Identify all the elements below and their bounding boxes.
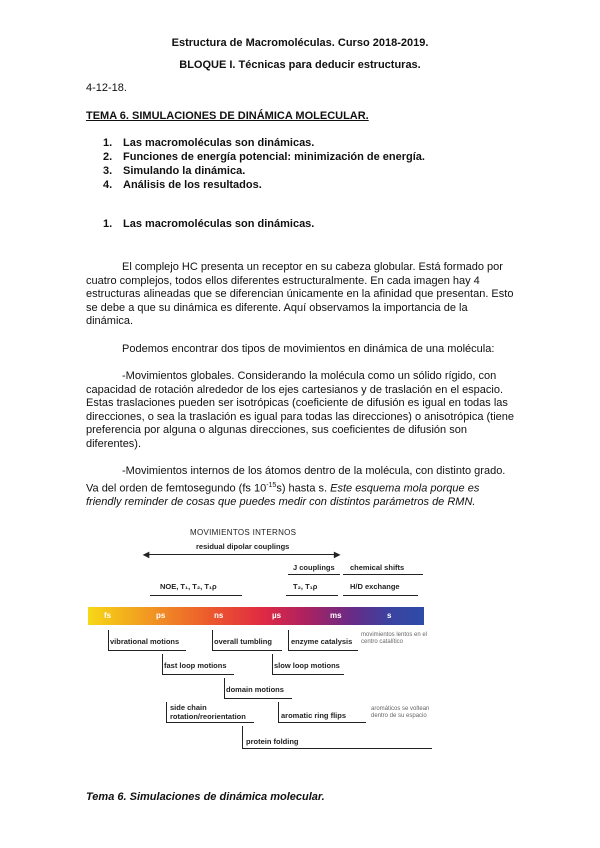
scale-ns: ns (214, 611, 224, 620)
doc-header-course: Estructura de Macromoléculas. Curso 2018-2019. (171, 37, 429, 49)
toc-item: 4. Análisis de los resultados. (103, 179, 262, 191)
vibrational-label: vibrational motions (110, 637, 180, 646)
enzyme-label: enzyme catalysis (291, 637, 353, 646)
rdc-arrow (148, 554, 338, 555)
scale-s: s (387, 611, 392, 620)
arrow-left-icon: ◀ (143, 550, 150, 559)
rdc-label: residual dipolar couplings (196, 542, 290, 551)
noe-label: NOE, T₁, T₂, T₁ρ (160, 582, 217, 591)
jcoupling-arrow (288, 574, 340, 575)
tumbling-label: overall tumbling (214, 637, 272, 646)
paragraph-complejo-hc: El complejo HC presenta un receptor en su cabeza globular. Está formado por cuatro complejos, todos ellos diferentes estructuralmente. En cada imagen hay 4 estructuras alineadas que se diferencian únicamente en la afinidad que presentan. Esto se debe a que su dinámica es diferente. Aquí observamos la importancia de la dinámica. (86, 261, 514, 327)
jcoupling-label: J couplings (293, 563, 335, 572)
folding-label: protein folding (246, 737, 299, 746)
aromatic-note: aromáticos se voltean dentro de su espacio (371, 706, 430, 719)
page-footer: Tema 6. Simulaciones de dinámica molecular. (86, 791, 325, 803)
scale-ms: ms (330, 611, 342, 620)
domain-label: domain motions (226, 685, 284, 694)
sidechain-label-2: rotation/reorientation (170, 712, 246, 721)
sidechain-label: side chain (170, 703, 207, 712)
hd-arrow (343, 595, 418, 596)
toc-item: 1. Las macromoléculas son dinámicas. (103, 137, 315, 149)
hd-label: H/D exchange (350, 582, 400, 591)
paragraph-movimientos-globales: -Movimientos globales. Considerando la molécula como un sólido rígido, con capacidad de rotación alrededor de los ejes cartesianos y de traslación en el espacio. Estas traslaciones pueden ser isotrópicas (coeficiente de difusión es igual en todas las direcciones, o sea la traslación es igual para todas las direcciones) o anisotrópica (tiene preferencia por alguna o algunas direcciones, sus coeficientes de difusión son diferentes). (86, 370, 515, 450)
chemshift-arrow (343, 574, 423, 575)
date: 4-12-18. (86, 82, 127, 94)
timescale-diagram (88, 518, 434, 752)
noe-arrow (150, 595, 242, 596)
section-heading: 1. Las macromoléculas son dinámicas. (103, 218, 315, 230)
diagram-title: MOVIMIENTOS INTERNOS (190, 528, 297, 537)
t2-label: T₂, T₁ρ (293, 582, 318, 591)
enzyme-note: movimientos lentos en el centro catalítico (361, 632, 428, 645)
slowloop-label: slow loop motions (274, 661, 340, 670)
toc-item: 3. Simulando la dinámica. (103, 165, 246, 177)
toc-item: 2. Funciones de energía potencial: minimización de energía. (103, 151, 425, 163)
paragraph-tipos-movimientos: Podemos encontrar dos tipos de movimientos en dinámica de una molécula: (122, 343, 495, 355)
scale-us: µs (272, 611, 282, 620)
t2-arrow (286, 595, 338, 596)
scale-fs: fs (104, 611, 112, 620)
chemshift-label: chemical shifts (350, 563, 405, 572)
paragraph-movimientos-internos: -Movimientos internos de los átomos dentro de la molécula, con distinto grado. Va del orden de femtosegundo (fs $10^{-15}s$) hasta s. Este esquema mola porque es friendly reminder de cosas que puedes medir con distintos parámetros de RMN. (86, 465, 506, 508)
arrow-right-icon: ▶ (334, 550, 341, 559)
doc-header-block: BLOQUE I. Técnicas para deducir estructuras. (179, 59, 421, 71)
timescale-bar (88, 607, 424, 625)
fastloop-label: fast loop motions (164, 661, 227, 670)
aromatic-label: aromatic ring flips (281, 711, 347, 720)
scale-ps: ps (156, 611, 166, 620)
tema-title: TEMA 6. SIMULACIONES DE DINÁMICA MOLECULAR. (86, 110, 369, 122)
table-of-contents (103, 136, 425, 192)
